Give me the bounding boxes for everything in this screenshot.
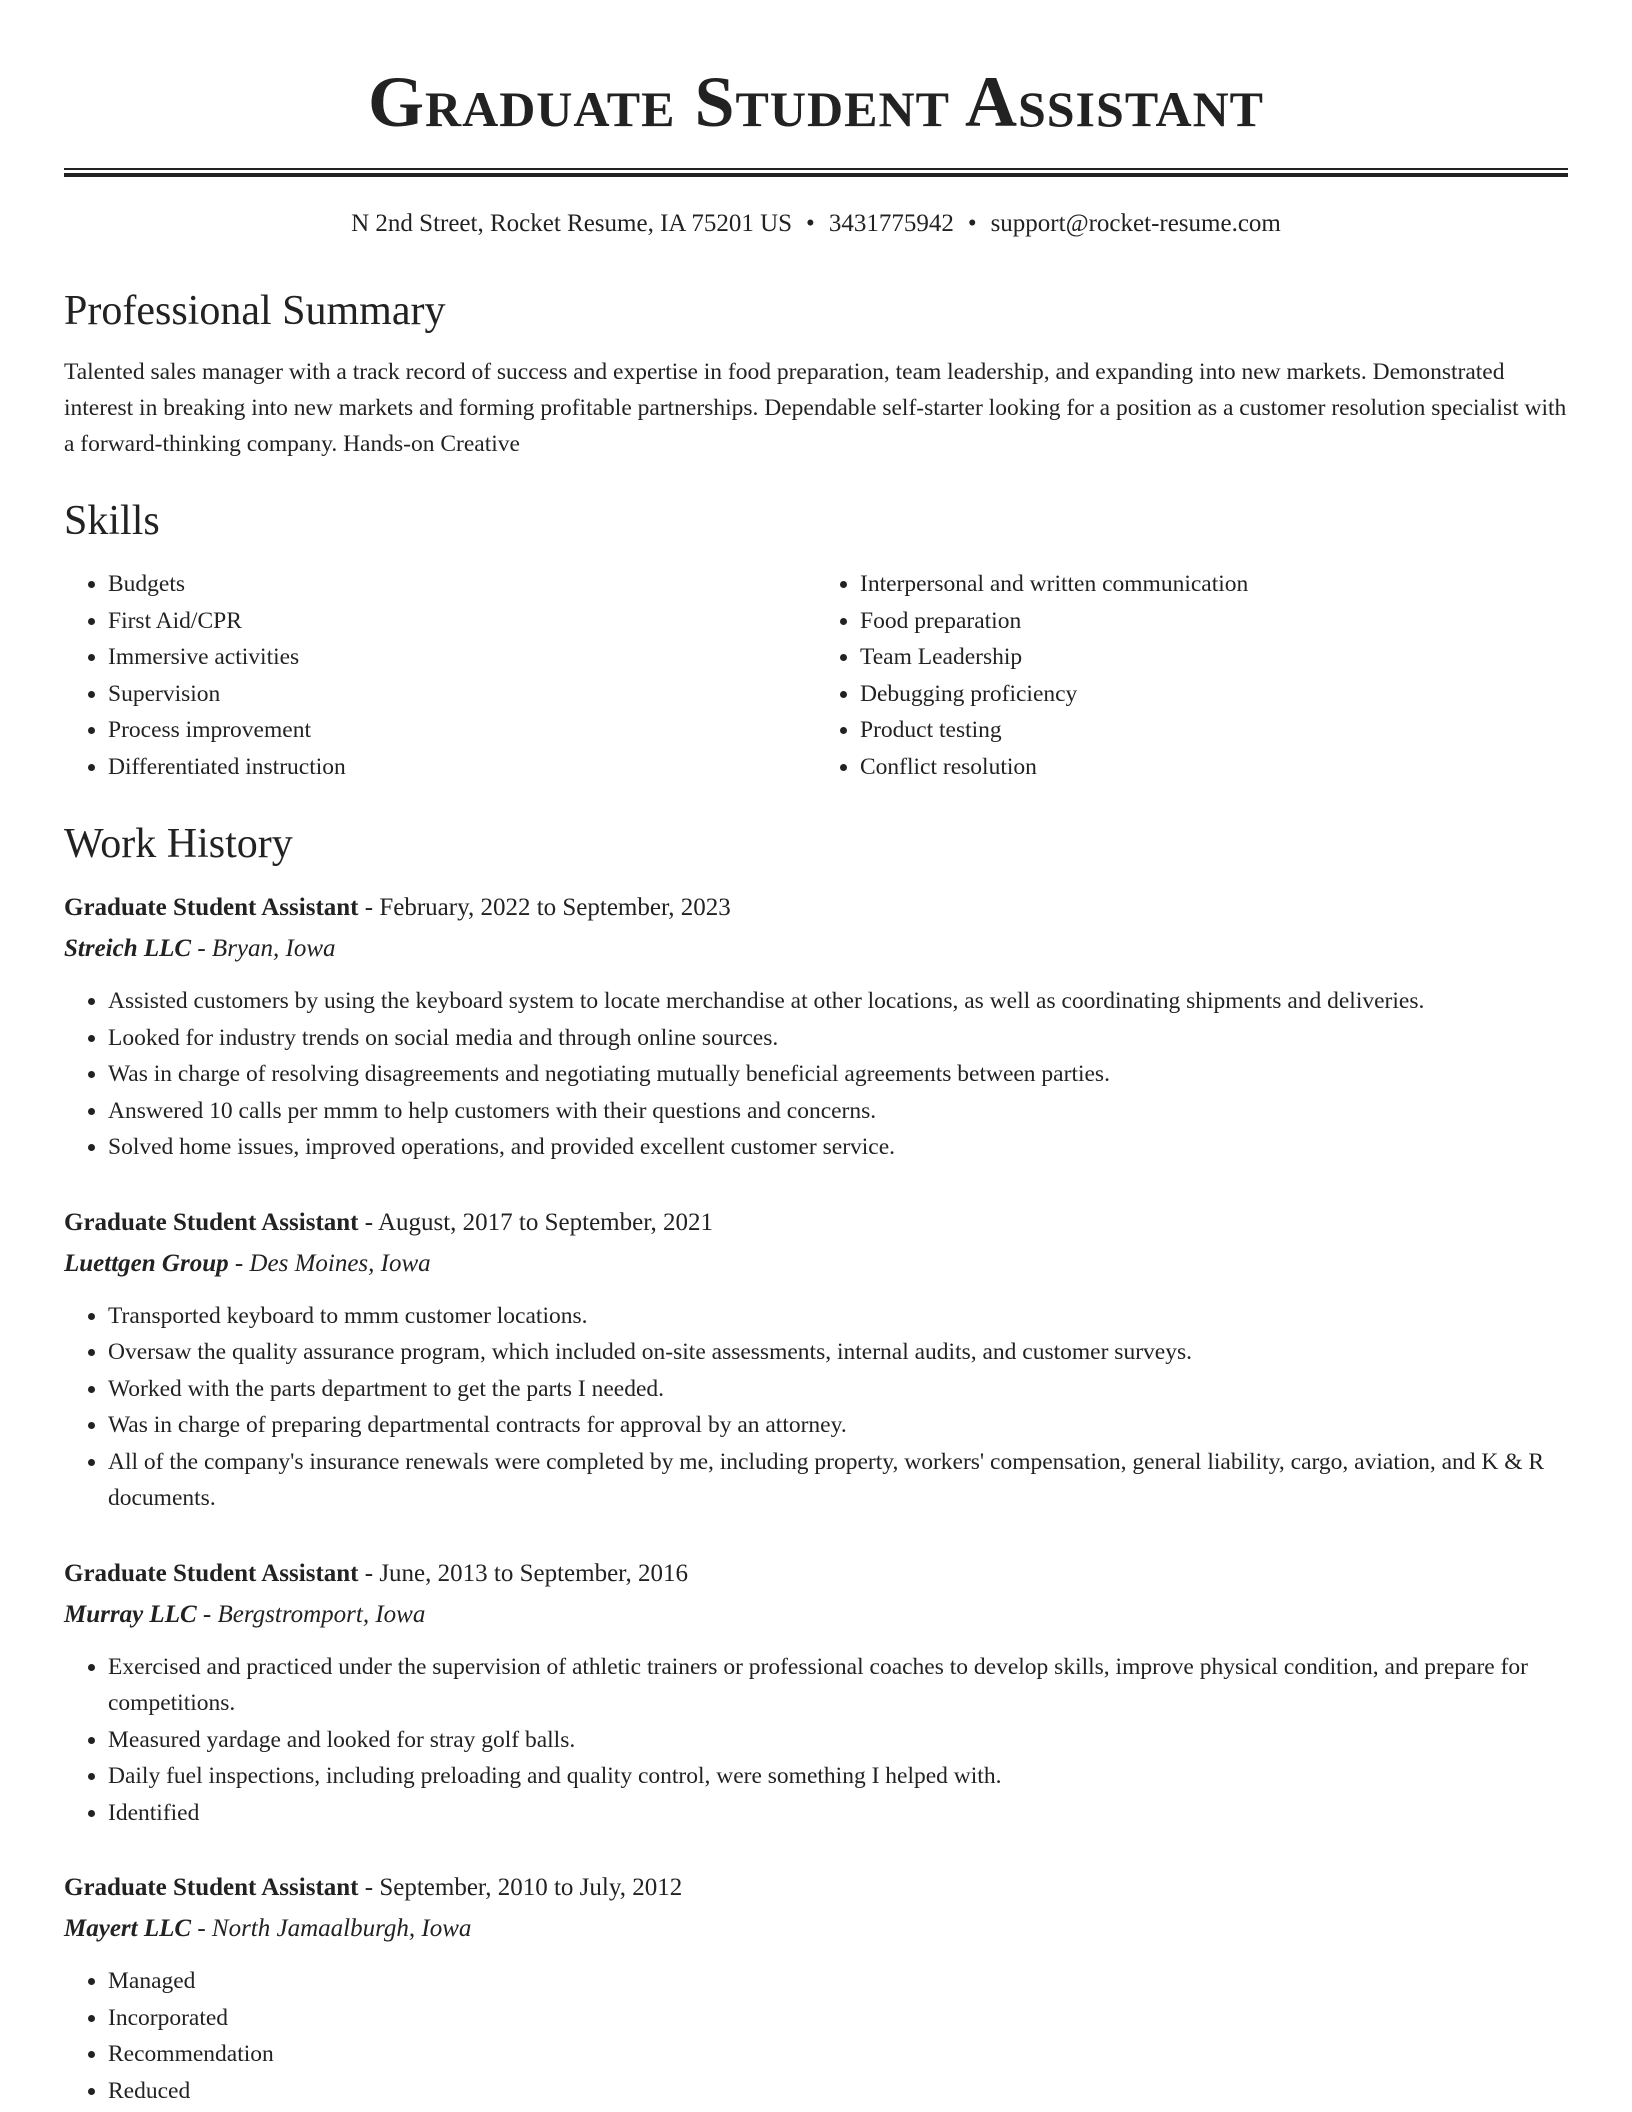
job-bullet: • Reduced xyxy=(108,2073,1568,2110)
job-entry xyxy=(64,1210,1568,1517)
skills-heading: Skills xyxy=(64,498,160,544)
work-history-heading: Work History xyxy=(64,821,293,867)
header-double-rule xyxy=(64,168,1568,177)
job-dates: - June, 2013 to September, 2016 xyxy=(358,1559,689,1587)
job-entry xyxy=(64,1561,1568,1832)
skill-item: • First Aid/CPR xyxy=(108,603,816,640)
job-title: Graduate Student Assistant xyxy=(64,1559,359,1587)
job-bullet: • Managed xyxy=(108,1963,1568,2000)
job-bullet: • Assisted customers by using the keyboard system to locate merchandise at other locations, as well as coordinating shipments and deliveries. xyxy=(108,983,1568,1020)
job-entry xyxy=(64,1875,1568,2109)
job-bullet: • Worked with the parts department to get the parts I needed. xyxy=(108,1371,1568,1408)
job-header xyxy=(64,1210,1568,1235)
job-header xyxy=(64,1875,1568,1900)
job-bullet: • Daily fuel inspections, including preloading and quality control, were something I helped with. xyxy=(108,1758,1568,1795)
job-bullet: • Solved home issues, improved operations, and provided excellent customer service. xyxy=(108,1129,1568,1166)
job-bullet: • Oversaw the quality assurance program, which included on-site assessments, internal audits, and customer surveys. xyxy=(108,1334,1568,1371)
job-header xyxy=(64,895,1568,920)
job-company-line xyxy=(64,936,1568,961)
contact-separator: • xyxy=(806,210,815,237)
job-title: Graduate Student Assistant xyxy=(64,894,359,921)
job-dates: - February, 2022 to September, 2023 xyxy=(358,894,731,921)
job-title: Graduate Student Assistant xyxy=(64,1208,359,1236)
skill-item: • Differentiated instruction xyxy=(108,749,816,786)
skill-item: • Budgets xyxy=(108,566,816,603)
job-company-line xyxy=(64,1916,1568,1941)
skill-item: • Team Leadership xyxy=(860,639,1568,676)
job-company: Luettgen Group xyxy=(64,1249,229,1277)
job-location: - Bryan, Iowa xyxy=(191,935,336,962)
job-bullet: • Identified xyxy=(108,1795,1568,1832)
skills-column-right xyxy=(816,566,1568,785)
job-bullet: • Incorporated xyxy=(108,2000,1568,2037)
job-location: - North Jamaalburgh, Iowa xyxy=(191,1915,472,1942)
job-bullet: • Looked for industry trends on social media and through online sources. xyxy=(108,1020,1568,1057)
skill-item: • Debugging proficiency xyxy=(860,676,1568,713)
job-bullet: • Recommendation xyxy=(108,2036,1568,2073)
contact-line xyxy=(64,211,1568,236)
skill-item: • Conflict resolution xyxy=(860,749,1568,786)
job-company: Streich LLC xyxy=(64,935,192,962)
job-location: - Des Moines, Iowa xyxy=(228,1249,431,1277)
job-company: Mayert LLC xyxy=(64,1915,192,1942)
job-dates: - August, 2017 to September, 2021 xyxy=(358,1208,714,1236)
summary-heading: Professional Summary xyxy=(64,288,446,334)
job-bullet: • Was in charge of resolving disagreements and negotiating mutually beneficial agreements between parties. xyxy=(108,1056,1568,1093)
job-company-line xyxy=(64,1602,1568,1627)
job-company-line xyxy=(64,1251,1568,1276)
skill-item: • Food preparation xyxy=(860,603,1568,640)
contact-email: support@rocket-resume.com xyxy=(990,210,1281,237)
job-bullets xyxy=(64,1298,1568,1517)
skills-column-left xyxy=(64,566,816,785)
job-entry xyxy=(64,895,1568,1166)
skill-item: • Immersive activities xyxy=(108,639,816,676)
job-bullets xyxy=(64,983,1568,1166)
job-bullet: • Measured yardage and looked for stray golf balls. xyxy=(108,1722,1568,1759)
job-bullet: • Transported keyboard to mmm customer locations. xyxy=(108,1298,1568,1335)
contact-phone: 3431775942 xyxy=(828,210,954,237)
contact-separator: • xyxy=(967,210,977,237)
summary-text: Talented sales manager with a track record of success and expertise in food preparation, team leadership, and expanding into new markets. Demonstrated interest in breaking into new markets and forming profitable partnerships. Dependable self-starter looking for a position as a customer resolution specialist with a forward-thinking company. Hands-on Creative xyxy=(64,359,1567,457)
skill-item: • Interpersonal and written communication xyxy=(860,566,1568,603)
skill-item: • Supervision xyxy=(108,676,816,713)
skills-list xyxy=(64,566,1568,785)
job-bullet: • Was in charge of preparing departmental contracts for approval by an attorney. xyxy=(108,1407,1568,1444)
job-bullets xyxy=(64,1963,1568,2109)
job-title: Graduate Student Assistant xyxy=(64,1874,359,1901)
job-company: Murray LLC xyxy=(64,1600,197,1628)
job-bullet: • Answered 10 calls per mmm to help customers with their questions and concerns. xyxy=(108,1093,1568,1130)
skill-item: • Process improvement xyxy=(108,712,816,749)
job-bullet: • All of the company's insurance renewals were completed by me, including property, workers' compensation, general liability, cargo, aviation, and K & R documents. xyxy=(108,1444,1568,1517)
job-bullets xyxy=(64,1649,1568,1832)
job-bullet: • Exercised and practiced under the supervision of athletic trainers or professional coaches to develop skills, improve physical condition, and prepare for competitions. xyxy=(108,1649,1568,1722)
job-header xyxy=(64,1561,1568,1586)
job-dates: - September, 2010 to July, 2012 xyxy=(358,1874,683,1901)
skill-item: • Product testing xyxy=(860,712,1568,749)
job-location: - Bergstromport, Iowa xyxy=(196,1600,426,1628)
candidate-name: Graduate Student Assistant xyxy=(367,62,1265,142)
contact-address: N 2nd Street, Rocket Resume, IA 75201 US xyxy=(351,210,793,237)
